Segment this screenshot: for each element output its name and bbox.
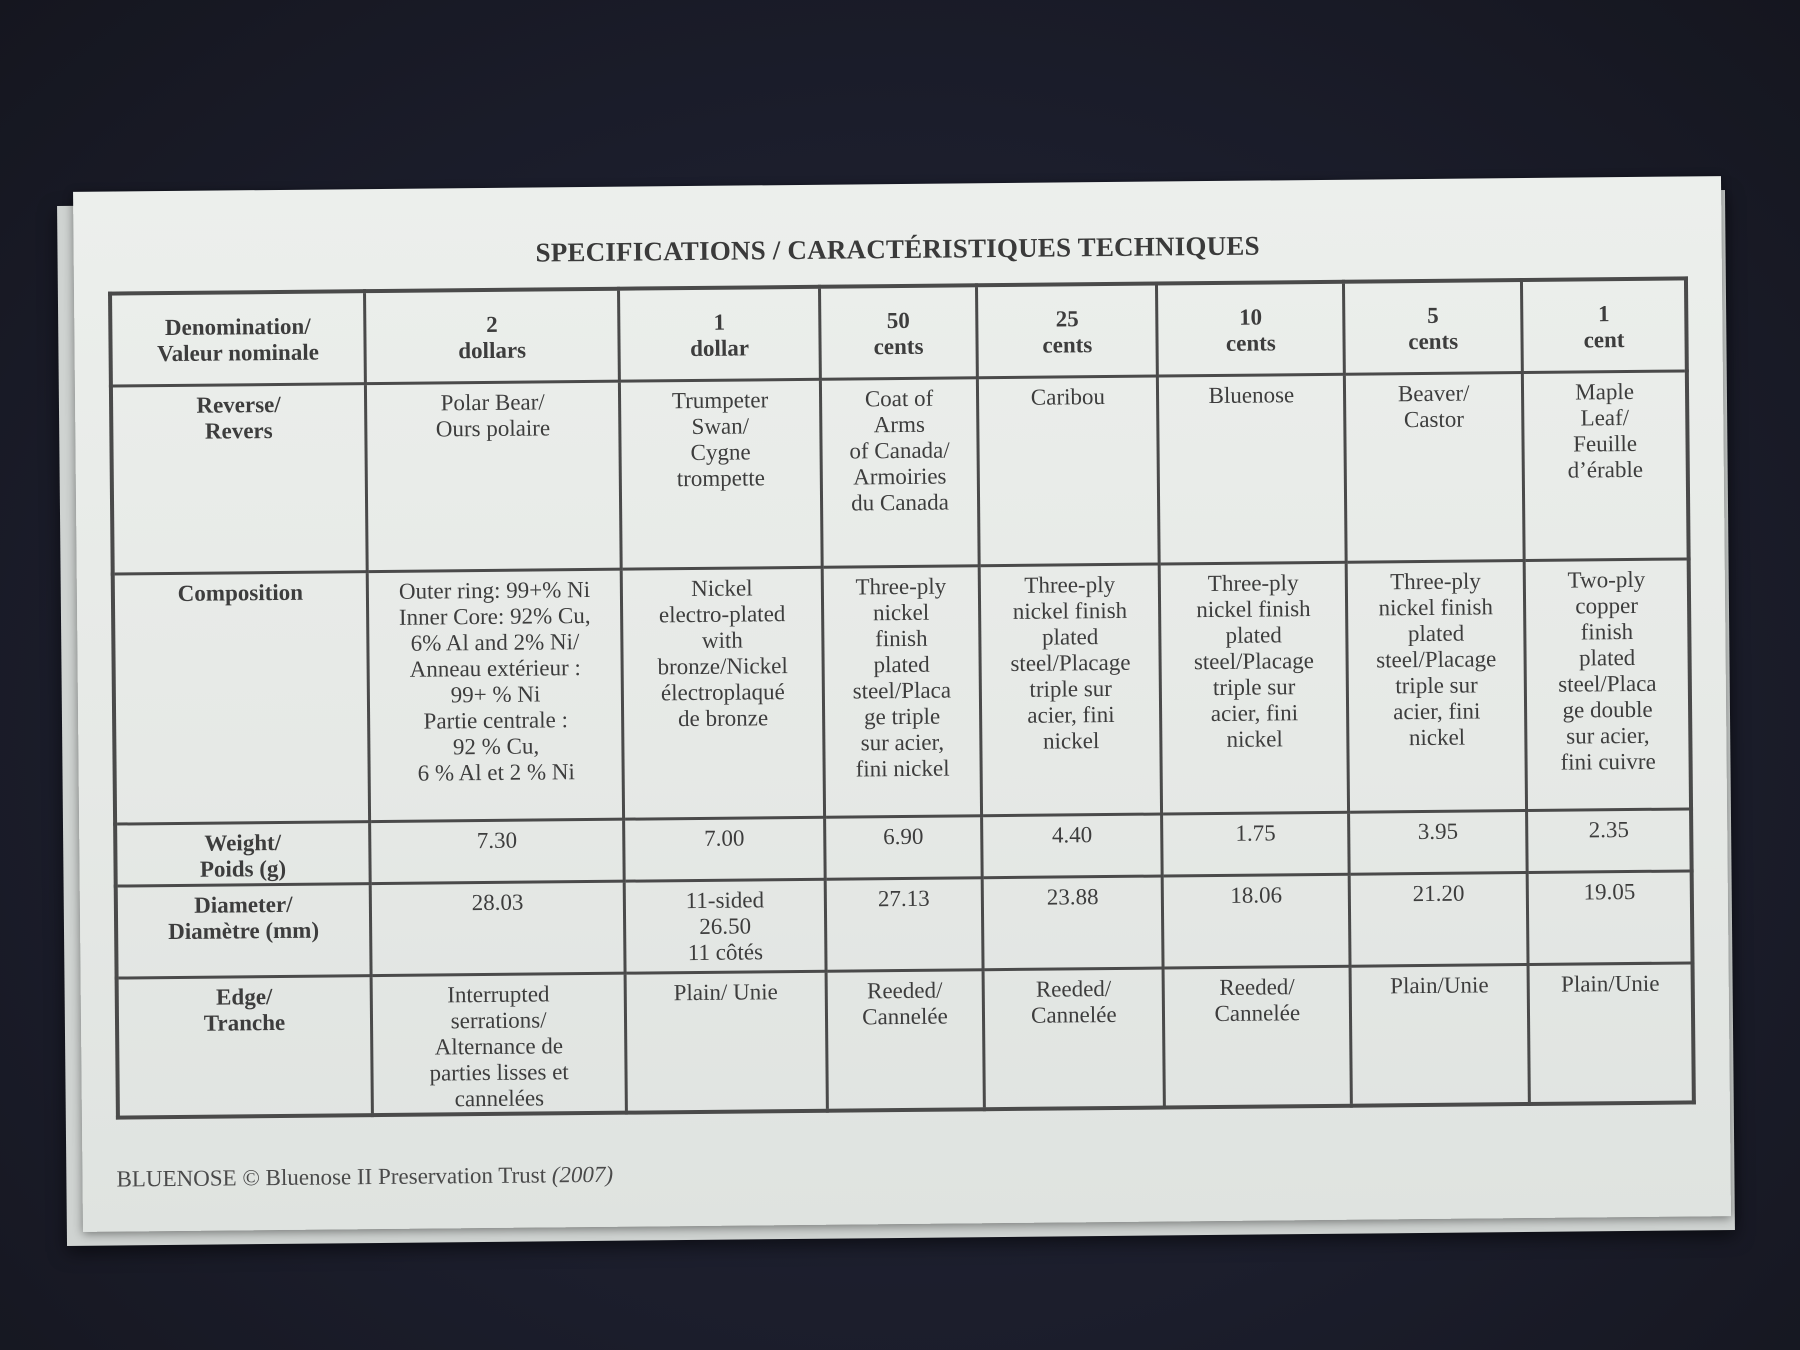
weight-cell: 3.95 bbox=[1349, 810, 1527, 874]
diameter-cell: 11-sided 26.50 11 côtés bbox=[624, 879, 825, 973]
diameter-cell: 27.13 bbox=[825, 877, 983, 971]
composition-cell: Three-ply nickel finish plated steel/Placage triple sur acier, fini nickel bbox=[979, 564, 1162, 816]
composition-cell: Two-ply copper finish plated steel/Placa ge double sur acier, fini cuivre bbox=[1524, 558, 1691, 810]
reverse-cell: Maple Leaf/ Feuille d’érable bbox=[1522, 370, 1688, 560]
reverse-cell: Coat of Arms of Canada/ Armoiries du Canada bbox=[820, 377, 979, 567]
edge-cell: Plain/Unie bbox=[1350, 964, 1529, 1106]
weight-cell: 7.00 bbox=[624, 817, 825, 881]
edge-cell: Plain/Unie bbox=[1528, 962, 1694, 1104]
edge-cell: Plain/ Unie bbox=[625, 971, 827, 1113]
diameter-cell: 18.06 bbox=[1163, 874, 1351, 968]
composition-cell: Three-ply nickel finish plated steel/Placage triple sur acier, fini nickel bbox=[1346, 560, 1526, 812]
row-label-reverse: Reverse/ Revers bbox=[111, 383, 367, 573]
reverse-cell: Trumpeter Swan/ Cygne trompette bbox=[620, 379, 822, 569]
row-label-diameter: Diameter/ Diamètre (mm) bbox=[116, 883, 371, 977]
specifications-table bbox=[108, 276, 1696, 1119]
weight-cell: 7.30 bbox=[370, 819, 625, 883]
reverse-row bbox=[111, 370, 1689, 573]
reverse-cell: Beaver/ Castor bbox=[1345, 372, 1525, 562]
denomination-cell: 5 cents bbox=[1344, 280, 1523, 374]
denomination-cell: 2 dollars bbox=[364, 289, 619, 383]
row-label-composition: Composition bbox=[113, 571, 370, 823]
denomination-cell: 1 cent bbox=[1522, 278, 1687, 372]
copyright-footer bbox=[116, 1162, 613, 1193]
denomination-cell: 50 cents bbox=[819, 285, 977, 379]
denomination-cell: 25 cents bbox=[977, 284, 1158, 378]
weight-cell: 1.75 bbox=[1162, 812, 1349, 876]
edge-cell: Reeded/ Cannelée bbox=[826, 969, 985, 1111]
row-label-weight: Weight/ Poids (g) bbox=[115, 821, 370, 885]
weight-cell: 6.90 bbox=[824, 815, 982, 879]
denomination-cell: 10 cents bbox=[1157, 282, 1345, 376]
diameter-cell: 28.03 bbox=[370, 881, 625, 975]
row-label-denomination: Denomination/ Valeur nominale bbox=[110, 291, 365, 385]
weight-cell: 4.40 bbox=[982, 814, 1163, 878]
row-label-edge: Edge/ Tranche bbox=[117, 975, 373, 1117]
diameter-cell: 21.20 bbox=[1349, 872, 1528, 966]
composition-cell: Three-ply nickel finish plated steel/Placa ge triple sur acier, fini nickel bbox=[822, 565, 982, 817]
copyright-year: (2007) bbox=[551, 1161, 614, 1188]
specification-card bbox=[73, 176, 1731, 1232]
page-title: SPECIFICATIONS / CARACTÉRISTIQUES TECHNIQUES bbox=[535, 230, 1260, 268]
edge-cell: Reeded/ Cannelée bbox=[983, 968, 1164, 1110]
edge-row bbox=[117, 962, 1694, 1117]
reverse-cell: Caribou bbox=[978, 376, 1160, 566]
denomination-row bbox=[110, 278, 1687, 385]
diameter-cell: 23.88 bbox=[982, 876, 1163, 970]
edge-cell: Reeded/ Cannelée bbox=[1163, 966, 1351, 1108]
diameter-row bbox=[116, 870, 1693, 977]
edge-cell: Interrupted serrations/ Alternance de parties lisses et cannelées bbox=[371, 973, 627, 1115]
reverse-cell: Bluenose bbox=[1158, 374, 1347, 564]
composition-cell: Nickel electro-plated with bronze/Nickel électroplaqué de bronze bbox=[622, 567, 825, 819]
composition-cell: Three-ply nickel finish plated steel/Placage triple sur acier, fini nickel bbox=[1160, 562, 1349, 814]
copyright-text: BLUENOSE © Bluenose II Preservation Trust bbox=[116, 1162, 547, 1192]
diameter-cell: 19.05 bbox=[1527, 870, 1692, 964]
denomination-cell: 1 dollar bbox=[619, 287, 820, 381]
composition-cell: Outer ring: 99+% Ni Inner Core: 92% Cu, 6% Al and 2% Ni/ Anneau extérieur : 99+ % Ni Partie centrale : 92 % Cu, 6 % Al et 2 % Ni bbox=[367, 569, 624, 821]
composition-row bbox=[113, 558, 1691, 823]
weight-cell: 2.35 bbox=[1527, 808, 1692, 872]
reverse-cell: Polar Bear/ Ours polaire bbox=[365, 381, 621, 571]
